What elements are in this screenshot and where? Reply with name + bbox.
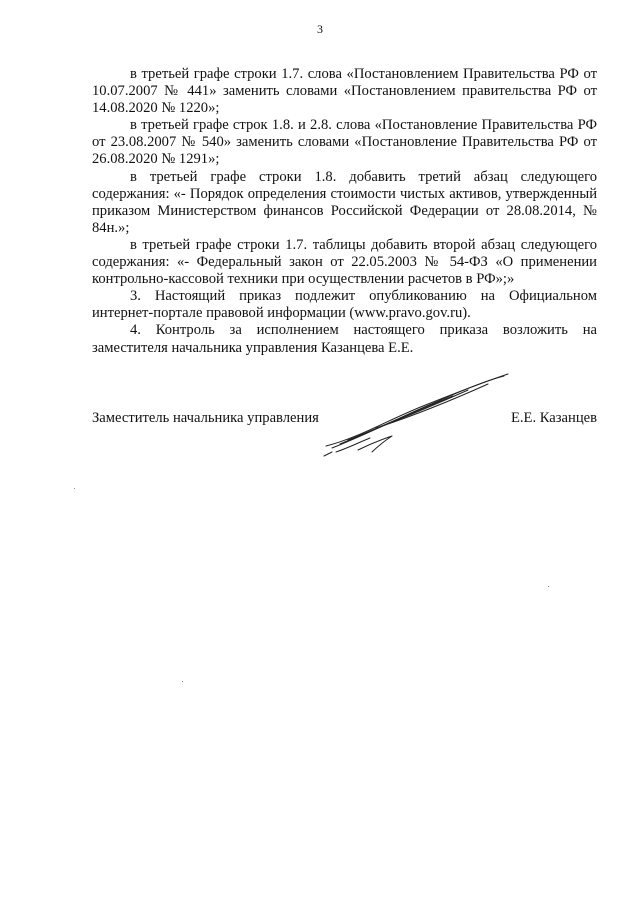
paragraph-3: в третьей графе строки 1.8. добавить третий абзац следующего содержания: «- Порядок определения стоимости чистых активов, утвержденный приказом Министерством финансов Российской Федерации от 28.08.2014, № 84н.»; (92, 168, 597, 236)
scan-speck (182, 681, 183, 682)
paragraph-4: в третьей графе строки 1.7. таблицы добавить второй абзац следующего содержания: «- Федеральный закон от 22.05.2003 № 54-ФЗ «О применении контрольно-кассовой техники при осуществлении расчетов в РФ»;» (92, 236, 597, 288)
scan-speck (548, 586, 549, 587)
document-body (92, 66, 597, 357)
signature-block (92, 410, 597, 434)
paragraph-2: в третьей графе строк 1.8. и 2.8. слова «Постановление Правительства РФ от 23.08.2007 № 540» заменить словами «Постановление Правительства РФ от 26.08.2020 № 1291»; (92, 117, 597, 168)
paragraph-5: 3. Настоящий приказ подлежит опубликованию на Официальном интернет-портале правовой информации (www.pravo.gov.ru). (92, 288, 597, 322)
scan-speck (74, 488, 75, 489)
signatory-title: Заместитель начальника управления (92, 410, 319, 426)
paragraph-1: в третьей графе строки 1.7. слова «Постановлением Правительства РФ от 10.07.2007 № 441» заменить словами «Постановлением правительства РФ от 14.08.2020 № 1220»; (92, 66, 597, 117)
signatory-name: Е.Е. Казанцев (510, 410, 597, 426)
paragraph-6: 4. Контроль за исполнением настоящего приказа возложить на заместителя начальника управления Казанцева Е.Е. (92, 322, 597, 356)
page-number: 3 (317, 22, 323, 36)
